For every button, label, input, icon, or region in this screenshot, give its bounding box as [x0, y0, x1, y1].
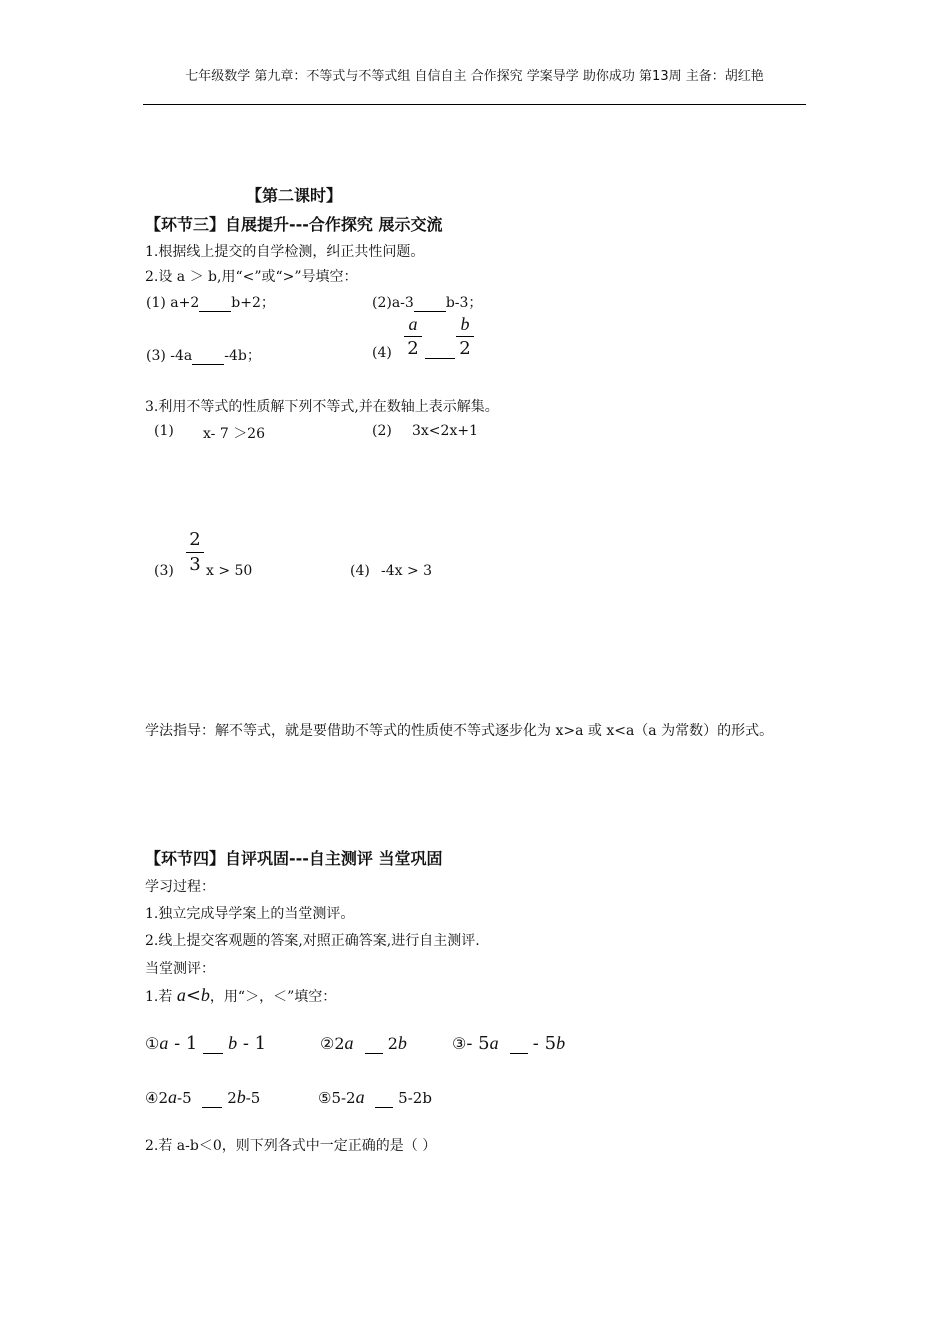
tq1-prefix: 1.若: [145, 989, 173, 1005]
choice-5: [318, 1087, 432, 1108]
choice-4-num: ④2: [145, 1089, 168, 1107]
choice-5-num: ⑤5-2: [318, 1089, 356, 1107]
choice-2-mid: 2: [387, 1034, 398, 1053]
choice-4-m1: -5: [177, 1089, 192, 1107]
process-step-2: 2.线上提交客观题的答案,对照正确答案,进行自主测评.: [145, 933, 480, 949]
fraction-2-over-3: [186, 530, 204, 575]
question-1-left: (1) a+2: [146, 295, 200, 311]
process-step-1: 1.独立完成导学案上的当堂测评。: [145, 906, 355, 922]
question-1-right: b+2；: [231, 295, 275, 311]
problem-2-label: (2): [372, 423, 392, 439]
answer-blank-3[interactable]: [192, 348, 224, 365]
choice-3: [452, 1033, 565, 1054]
choice-2-b: b: [397, 1033, 407, 1053]
problem-2-expr: 3x<2x+1: [412, 423, 478, 439]
process-label: 学习过程：: [145, 879, 215, 895]
choice-1-a: a: [159, 1033, 169, 1053]
tq1-suffix: ，用“＞，＜”填空：: [209, 989, 337, 1005]
section3-item3: 3.利用不等式的性质解下列不等式,并在数轴上表示解集。: [145, 399, 499, 415]
choice-5-rhs: 5-2b: [398, 1089, 432, 1107]
fraction-bar: [456, 336, 474, 337]
choice-1-b: b: [228, 1033, 238, 1053]
choice-3-b: b: [556, 1033, 566, 1053]
choice-2-blank[interactable]: [365, 1034, 383, 1054]
question-4-label: (4): [372, 345, 392, 361]
section3-title: 【环节三】自展提升---合作探究 展示交流: [145, 215, 443, 234]
fraction-denominator: 3: [189, 554, 201, 575]
answer-blank-2[interactable]: [414, 295, 446, 312]
section4-title: 【环节四】自评巩固---自主测评 当堂巩固: [145, 849, 443, 868]
fraction-denominator: 2: [407, 338, 419, 359]
choice-4-mid: 2: [227, 1089, 237, 1107]
choice-4-blank[interactable]: [202, 1089, 222, 1108]
section3-item1: 1.根据线上提交的自学检测，纠正共性问题。: [145, 244, 425, 260]
page-header: 七年级数学 第九章：不等式与不等式组 自信自主 合作探究 学案导学 助你成功 第13周 主备：胡红艳: [185, 69, 764, 84]
question-2-left: (2)a-3: [372, 295, 414, 311]
problem-3-label: (3): [154, 563, 174, 579]
question-2: [372, 292, 482, 312]
problem-4-expr: -4x > 3: [381, 563, 433, 579]
fraction-denominator: 2: [459, 338, 471, 359]
tq1-var-a: a: [176, 985, 186, 1005]
question-3: [146, 345, 261, 365]
choice-4-a: a: [168, 1087, 177, 1107]
choice-3-a: a: [489, 1033, 499, 1053]
problem-4-label: (4): [350, 563, 370, 579]
choice-1-blank[interactable]: [203, 1034, 223, 1054]
choice-5-a: a: [355, 1087, 365, 1107]
choice-1-op: - 1: [168, 1033, 204, 1054]
fraction-b-over-2: [456, 314, 474, 359]
choice-1-num: ①: [145, 1034, 160, 1053]
choice-2-a: a: [344, 1033, 354, 1053]
test-question-2: 2.若 a-b＜0，则下列各式中一定正确的是（ ）: [145, 1138, 437, 1154]
choice-2-num: ②2: [320, 1034, 345, 1053]
question-3-right: -4b；: [224, 348, 261, 364]
question-3-left: (3) -4a: [146, 348, 193, 364]
tq1-lt: <: [185, 985, 201, 1006]
answer-blank-4[interactable]: [425, 342, 455, 359]
tq1-var-b: b: [200, 985, 210, 1005]
choice-3-num: ③: [452, 1034, 467, 1053]
fraction-numerator: a: [408, 314, 418, 334]
problem-1-label: (1): [154, 423, 174, 439]
choice-3-rhs: - 5: [532, 1033, 557, 1054]
fraction-numerator: b: [460, 314, 470, 334]
choice-4: [145, 1087, 260, 1108]
lesson-title: 【第二课时】: [246, 186, 343, 205]
study-method-guide: 学法指导：解不等式，就是要借助不等式的性质使不等式逐步化为 x>a 或 x<a（a 为常数）的形式。: [145, 723, 774, 739]
question-2-right: b-3；: [445, 295, 483, 311]
problem-3-expr: x > 50: [206, 563, 253, 579]
choice-2: [320, 1033, 407, 1054]
choice-1: [145, 1033, 266, 1054]
fraction-bar: [404, 336, 422, 337]
choice-4-b: b: [236, 1087, 246, 1107]
choice-3-blank[interactable]: [510, 1034, 528, 1054]
choice-5-blank[interactable]: [375, 1089, 393, 1108]
fraction-bar: [186, 552, 204, 553]
choice-3-lhs: - 5: [466, 1033, 490, 1054]
test-question-1: [145, 985, 336, 1006]
choice-1-op2: - 1: [237, 1033, 267, 1054]
choice-4-m2: -5: [245, 1089, 261, 1107]
header-rule: [143, 104, 806, 105]
section3-item2: 2.设 a ＞ b,用“<”或“>”号填空：: [145, 269, 358, 285]
fraction-numerator: 2: [189, 529, 201, 550]
answer-blank-1[interactable]: [199, 295, 231, 312]
test-label: 当堂测评：: [145, 961, 215, 977]
fraction-a-over-2: [404, 314, 422, 359]
problem-1-expr: x- 7 ＞26: [203, 426, 266, 442]
question-1: [146, 292, 275, 312]
